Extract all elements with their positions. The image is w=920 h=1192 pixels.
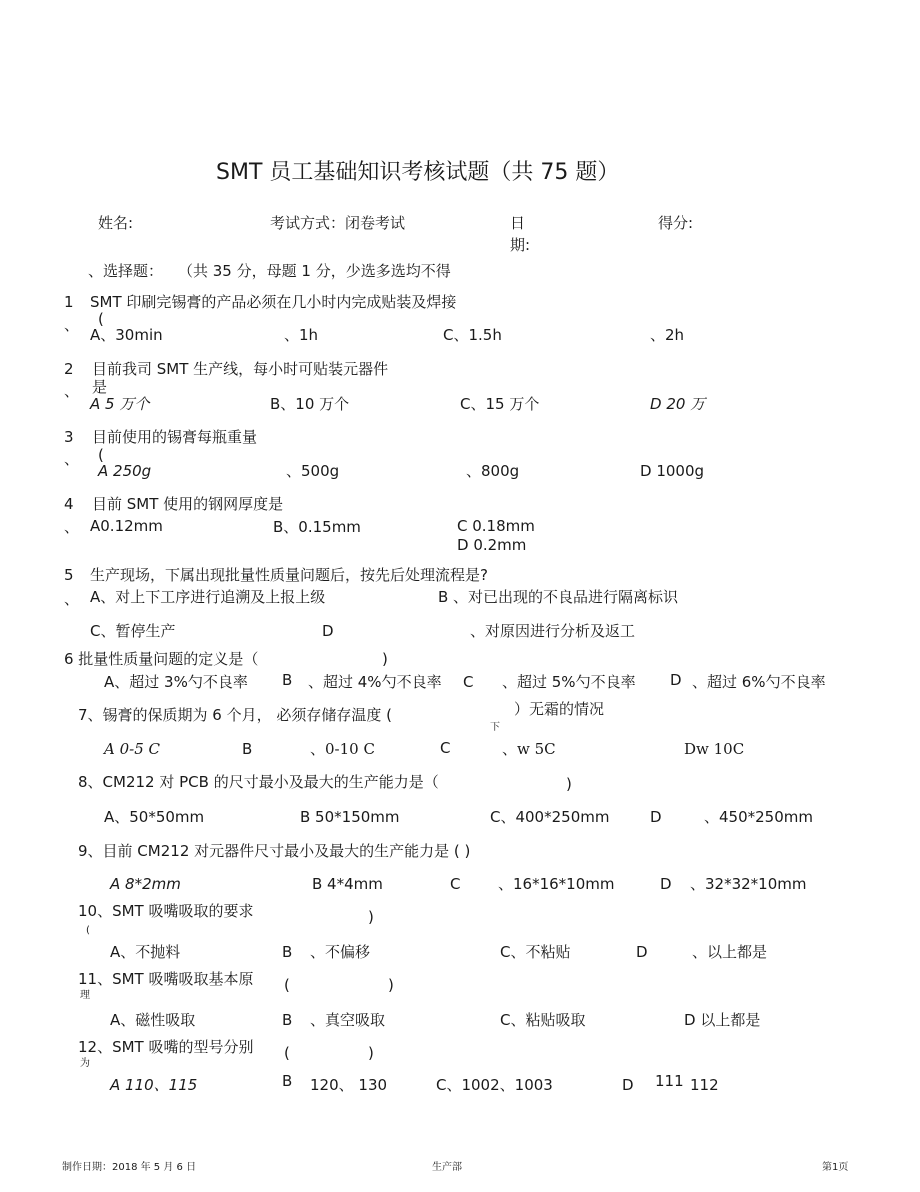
q10-option-a: A、不抛料 bbox=[110, 943, 181, 961]
q5-option-d-label: D bbox=[322, 622, 334, 640]
q4-option-d: D 0.2mm bbox=[457, 536, 527, 554]
q6-option-c: 、超过 5%勺不良率 bbox=[502, 673, 636, 691]
q1-option-c: C、1.5h bbox=[443, 326, 502, 344]
footer-date: 制作日期：2018 年 5 月 6 日 bbox=[62, 1162, 197, 1173]
q8-close: ) bbox=[566, 775, 572, 793]
q12-fragment: 为 bbox=[80, 1058, 90, 1069]
q9-option-c: 、16*16*10mm bbox=[498, 875, 615, 893]
q10-option-b: 、不偏移 bbox=[310, 943, 371, 961]
q4-text: 目前 SMT 使用的钢网厚度是 bbox=[92, 495, 284, 513]
q7-option-c-label: C bbox=[440, 739, 451, 757]
q8-option-d: 、450*250mm bbox=[704, 808, 813, 826]
q4-option-c: C 0.18mm bbox=[457, 517, 535, 535]
q5-text: 生产现场，下属出现批量性质量问题后，按先后处理流程是? bbox=[90, 566, 488, 584]
q9-option-a: A 8*2mm bbox=[110, 875, 181, 893]
q11-option-b-label: B bbox=[282, 1011, 293, 1029]
q1-text: SMT 印刷完锡膏的产品必须在几小时内完成贴装及焊接 bbox=[90, 293, 457, 311]
q3-option-b: 、500g bbox=[286, 462, 340, 480]
q3-option-d: D 1000g bbox=[640, 462, 705, 480]
q12-option-d: 111 bbox=[655, 1072, 684, 1090]
footer-dept: 生产部 bbox=[432, 1162, 462, 1173]
q6-option-a: A、超过 3%勺不良率 bbox=[104, 673, 248, 691]
q3-number: 3 bbox=[64, 428, 74, 446]
q2-number: 2 bbox=[64, 360, 74, 378]
q6-text: 6 批量性质量问题的定义是（ bbox=[64, 650, 259, 668]
q5-option-d: 、对原因进行分析及返工 bbox=[470, 622, 636, 640]
q12-option-b: 120、 130 bbox=[310, 1076, 388, 1094]
q12-paren: ( bbox=[284, 1044, 290, 1062]
q10-text: 10、SMT 吸嘴吸取的要求 bbox=[78, 902, 254, 920]
q9-text: 9、目前 CM212 对元器件尺寸最小及最大的生产能力是 ( ) bbox=[78, 842, 471, 860]
score-label: 得分: bbox=[658, 214, 694, 232]
q2-mark: 、 bbox=[64, 382, 80, 400]
q3-mark: 、 bbox=[64, 450, 80, 468]
q8-option-b: B 50*150mm bbox=[300, 808, 400, 826]
q8-option-c: C、400*250mm bbox=[490, 808, 610, 826]
q12-option-a: A 110、115 bbox=[110, 1076, 198, 1094]
q3-option-a: A 250g bbox=[98, 462, 152, 480]
q11-close: ) bbox=[388, 976, 394, 994]
date-label-2: 期: bbox=[510, 236, 531, 254]
q7-option-a: A 0-5 C bbox=[104, 740, 161, 758]
q7-option-c: 、w 5C bbox=[502, 740, 556, 758]
q7-text: 7、锡膏的保质期为 6 个月， 必须存储存温度 ( bbox=[78, 706, 393, 724]
q8-option-a: A、50*50mm bbox=[104, 808, 205, 826]
page-title: SMT 员工基础知识考核试题（共 75 题） bbox=[216, 160, 620, 185]
q9-option-b: B 4*4mm bbox=[312, 875, 383, 893]
footer-page: 第1页 bbox=[822, 1162, 849, 1173]
q6-option-b: 、超过 4%勺不良率 bbox=[308, 673, 442, 691]
q11-text: 11、SMT 吸嘴吸取基本原 bbox=[78, 970, 254, 988]
q2-option-c: C、15 万个 bbox=[460, 395, 540, 413]
q7-close: ）无霜的情况 bbox=[514, 700, 605, 718]
q1-option-d: 、2h bbox=[650, 326, 685, 344]
q5-number: 5 bbox=[64, 566, 74, 584]
q7-fragment: 下 bbox=[490, 722, 500, 733]
q2-option-a: A 5 万个 bbox=[90, 395, 150, 413]
q2-extra: 是 bbox=[92, 378, 108, 396]
q1-number: 1 bbox=[64, 293, 74, 311]
exam-mode: 考试方式：闭卷考试 bbox=[270, 214, 406, 232]
q8-text: 8、CM212 对 PCB 的尺寸最小及最大的生产能力是（ bbox=[78, 773, 439, 791]
q6-option-d: 、超过 6%勺不良率 bbox=[692, 673, 826, 691]
q12-option-c: C、1002、1003 bbox=[436, 1076, 553, 1094]
q7-option-b-label: B bbox=[242, 740, 253, 758]
q3-option-c: 、800g bbox=[466, 462, 520, 480]
q9-option-c-label: C bbox=[450, 875, 461, 893]
q7-option-b: 、0-10 C bbox=[310, 740, 375, 758]
q2-option-b: B、10 万个 bbox=[270, 395, 350, 413]
q12-close: ) bbox=[368, 1044, 374, 1062]
q11-paren: ( bbox=[284, 976, 290, 994]
q11-fragment: 理 bbox=[80, 990, 90, 1001]
q1-option-b: 、1h bbox=[284, 326, 319, 344]
q8-option-d-label: D bbox=[650, 808, 662, 826]
section-heading: 、选择题： bbox=[88, 262, 164, 280]
q1-mark: 、 bbox=[64, 316, 80, 334]
q2-text: 目前我司 SMT 生产线，每小时可贴装元器件 bbox=[92, 360, 389, 378]
q7-option-d: Dw 10C bbox=[684, 740, 745, 758]
q1-option-a: A、30min bbox=[90, 326, 163, 344]
q4-mark: 、 bbox=[64, 518, 80, 536]
q6-option-c-label: C bbox=[463, 673, 474, 691]
section-note: （共 35 分，母题 1 分，少选多选均不得 bbox=[178, 262, 451, 280]
q11-option-d: D 以上都是 bbox=[684, 1011, 761, 1029]
q3-paren: ( bbox=[98, 446, 104, 464]
q6-option-b-label: B bbox=[282, 671, 293, 689]
q10-option-c: C、不粘贴 bbox=[500, 943, 571, 961]
q10-paren: ( bbox=[86, 925, 90, 936]
q4-option-b: B、0.15mm bbox=[273, 518, 361, 536]
q9-option-d: 、32*32*10mm bbox=[690, 875, 807, 893]
q11-option-a: A、磁性吸取 bbox=[110, 1011, 196, 1029]
q9-option-d-label: D bbox=[660, 875, 672, 893]
q10-option-b-label: B bbox=[282, 943, 293, 961]
q10-close: ) bbox=[368, 908, 374, 926]
q5-option-c: C、暂停生产 bbox=[90, 622, 176, 640]
q10-option-d: 、以上都是 bbox=[692, 943, 768, 961]
name-label: 姓名: bbox=[98, 214, 134, 232]
q4-option-a: A0.12mm bbox=[90, 517, 163, 535]
q5-option-b: B 、对已出现的不良品进行隔离标识 bbox=[438, 588, 679, 606]
q12-text: 12、SMT 吸嘴的型号分别 bbox=[78, 1038, 254, 1056]
q6-option-d-label: D bbox=[670, 671, 682, 689]
q12-option-d-2: 112 bbox=[690, 1076, 719, 1094]
q11-option-c: C、粘贴吸取 bbox=[500, 1011, 586, 1029]
q12-option-b-label: B bbox=[282, 1072, 293, 1090]
date-label-1: 日 bbox=[510, 214, 526, 232]
q4-number: 4 bbox=[64, 495, 74, 513]
q1-paren: ( bbox=[98, 310, 104, 328]
q2-option-d: D 20 万 bbox=[650, 395, 706, 413]
q5-mark: 、 bbox=[64, 590, 80, 608]
q12-option-d-label: D bbox=[622, 1076, 634, 1094]
q5-option-a: A、对上下工序进行追溯及上报上级 bbox=[90, 588, 326, 606]
q10-option-d-label: D bbox=[636, 943, 648, 961]
q3-text: 目前使用的锡膏每瓶重量 bbox=[92, 428, 258, 446]
q11-option-b: 、真空吸取 bbox=[310, 1011, 386, 1029]
q6-close: ) bbox=[382, 650, 388, 668]
